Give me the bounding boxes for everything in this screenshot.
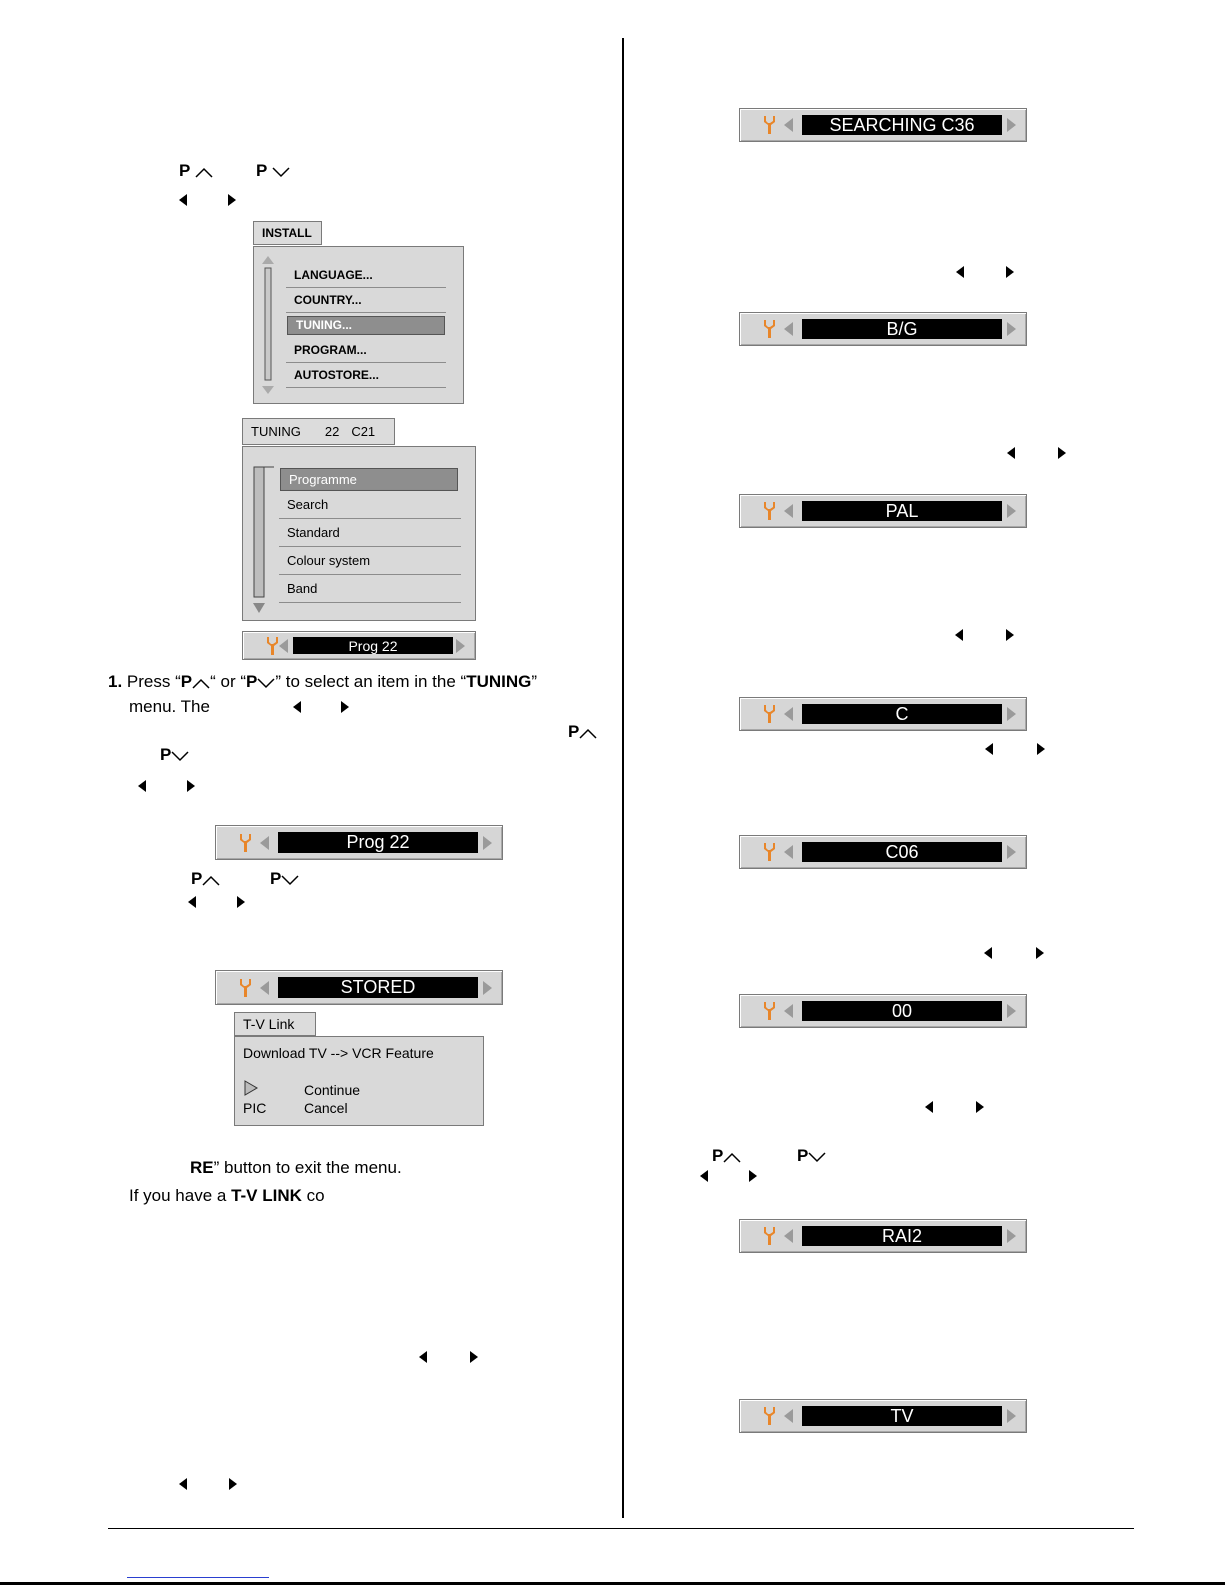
osd-band-value: C [895, 703, 909, 724]
p-up-key [191, 869, 220, 889]
osd-right-arrow-icon[interactable] [1007, 322, 1016, 336]
tvlink-pic-key: PIC [243, 1100, 267, 1116]
install-item-language-label: LANGUAGE... [294, 268, 373, 282]
step-1-tuning-word: TUNING [466, 672, 532, 691]
p-down-key-label: P [270, 869, 282, 888]
osd-right-arrow-icon[interactable] [1007, 1004, 1016, 1018]
osd-right-arrow-icon[interactable] [1007, 845, 1016, 859]
chevron-up-icon [202, 874, 220, 886]
p-down-key-label: P [797, 1146, 809, 1165]
chevron-down-icon [171, 750, 189, 762]
osd-fine-value: 00 [891, 1000, 913, 1021]
tuning-menu-channel: C21 [351, 424, 376, 439]
p-down-key [246, 672, 275, 691]
osd-band [739, 697, 1027, 731]
tvlink-title: T-V Link [243, 1016, 295, 1032]
left-arrow-icon [925, 1101, 933, 1113]
osd-right-arrow-icon[interactable] [1007, 1409, 1016, 1423]
wrench-icon [238, 833, 252, 853]
tuning-item-search-label: Search [287, 497, 329, 512]
tuning-item-standard-label: Standard [287, 525, 340, 540]
install-item-autostore[interactable] [286, 363, 446, 388]
left-arrow-icon [179, 1478, 187, 1490]
tvlink-continue-label: Continue [304, 1082, 361, 1098]
tvlink-instruction-post: co [301, 1186, 325, 1205]
step-1-line-2 [129, 697, 210, 717]
left-arrow-icon [700, 1170, 708, 1182]
wrench-icon [762, 842, 776, 862]
osd-left-arrow-icon[interactable] [784, 1229, 793, 1243]
right-arrow-icon [237, 896, 245, 908]
play-arrow-icon [244, 1080, 258, 1096]
scrollbar-icon [250, 465, 276, 615]
chevron-up-icon [195, 166, 213, 178]
p-up-key [181, 672, 210, 691]
osd-left-arrow-icon[interactable] [784, 504, 793, 518]
p-up-key-label: P [191, 869, 203, 888]
wrench-icon [265, 636, 279, 656]
p-down-key [270, 869, 299, 889]
left-arrow-icon [984, 947, 992, 959]
p-down-key-label: P [246, 672, 258, 691]
step-1-press: Press “ [126, 672, 181, 691]
p-up-key-label: P [712, 1146, 724, 1165]
right-arrow-icon [187, 780, 195, 792]
osd-standard [739, 312, 1027, 346]
p-up-key [568, 722, 597, 742]
p-down-key-label: P [256, 161, 268, 180]
column-divider [622, 38, 624, 1518]
footer-rule [108, 1528, 1134, 1529]
osd-name-value: RAI2 [881, 1225, 923, 1246]
tuning-item-standard[interactable] [279, 519, 461, 547]
osd-right-arrow-icon[interactable] [1007, 504, 1016, 518]
install-item-program-label: PROGRAM... [294, 343, 367, 357]
p-up-key [179, 161, 213, 181]
tuning-item-programme-label: Programme [289, 472, 357, 487]
chevron-down-icon [272, 166, 290, 178]
step-1-select: ” to select an item in the “ [275, 672, 467, 691]
p-up-key-label: P [179, 161, 191, 180]
tvlink-tab [234, 1012, 316, 1036]
osd-right-arrow-icon[interactable] [1007, 118, 1016, 132]
tuning-item-colour-system-label: Colour system [287, 553, 371, 568]
osd-stored [215, 970, 503, 1005]
wrench-icon [762, 1406, 776, 1426]
osd-right-arrow-icon[interactable] [1007, 707, 1016, 721]
wrench-icon [762, 704, 776, 724]
osd-prog [215, 825, 503, 860]
p-down-key [797, 1146, 826, 1166]
tuning-item-band-label: Band [287, 581, 318, 596]
tuning-menu-title: TUNING [251, 424, 301, 439]
install-item-tuning-label: TUNING... [296, 318, 352, 332]
osd-channel [739, 835, 1027, 869]
wrench-icon [762, 319, 776, 339]
chevron-down-icon [257, 677, 275, 689]
osd-fine-tune [739, 994, 1027, 1028]
right-arrow-icon [1006, 629, 1014, 641]
install-item-country-label: COUNTRY... [294, 293, 362, 307]
osd-left-arrow-icon[interactable] [784, 1409, 793, 1423]
wrench-icon [762, 1001, 776, 1021]
right-arrow-icon [1058, 447, 1066, 459]
scrollbar-icon [260, 255, 276, 395]
right-arrow-icon [1006, 266, 1014, 278]
tuning-menu [242, 446, 476, 621]
osd-av [739, 1399, 1027, 1433]
right-arrow-icon [229, 1478, 237, 1490]
osd-right-arrow-icon[interactable] [483, 836, 492, 850]
osd-standard-value: B/G [886, 318, 918, 339]
p-down-key [160, 745, 189, 765]
osd-prog-small [242, 631, 476, 660]
right-arrow-icon [470, 1351, 478, 1363]
left-arrow-icon [955, 629, 963, 641]
exit-instruction-rest: ” button to exit the menu. [213, 1158, 402, 1177]
left-arrow-icon [985, 743, 993, 755]
tuning-item-band[interactable] [279, 575, 461, 603]
osd-av-value: TV [890, 1405, 914, 1426]
osd-left-arrow-icon[interactable] [784, 707, 793, 721]
step-1-or: “ or “ [210, 672, 246, 691]
p-down-key-label: P [160, 745, 172, 764]
p-down-key [256, 161, 290, 181]
osd-stored-value: STORED [340, 977, 416, 997]
chevron-up-icon [192, 677, 210, 689]
right-arrow-icon [1037, 743, 1045, 755]
wrench-icon [762, 115, 776, 135]
osd-searching [739, 108, 1027, 142]
step-1-close-quote: ” [531, 672, 538, 691]
install-item-country[interactable] [286, 288, 446, 313]
tvlink-cancel-label: Cancel [304, 1100, 348, 1116]
install-item-program[interactable] [286, 338, 446, 363]
install-menu [253, 246, 464, 404]
tvlink-instruction-pre: If you have a [129, 1186, 232, 1205]
osd-prog-small-value: Prog 22 [348, 637, 398, 654]
left-arrow-icon [956, 266, 964, 278]
left-arrow-icon [419, 1351, 427, 1363]
tuning-menu-tab [242, 418, 395, 445]
osd-name [739, 1219, 1027, 1253]
chevron-down-icon [808, 1151, 826, 1163]
chevron-down-icon [281, 874, 299, 886]
p-up-key-label: P [568, 722, 580, 741]
osd-left-arrow-icon[interactable] [784, 845, 793, 859]
footer-link-underline [127, 1577, 269, 1578]
chevron-up-icon [723, 1151, 741, 1163]
tvlink-instruction [129, 1186, 325, 1206]
osd-searching-value: SEARCHING C36 [829, 114, 975, 135]
tvlink-message: Download TV --> VCR Feature [243, 1045, 434, 1061]
osd-channel-value: C06 [885, 841, 919, 862]
tuning-menu-prog: 22 [324, 424, 340, 439]
tuning-item-colour-system[interactable] [279, 547, 461, 575]
wrench-icon [762, 501, 776, 521]
tvlink-cancel-option[interactable] [304, 1100, 348, 1116]
left-arrow-icon [188, 896, 196, 908]
right-arrow-icon [1036, 947, 1044, 959]
right-arrow-icon [976, 1101, 984, 1113]
exit-instruction [190, 1158, 402, 1178]
osd-left-arrow-icon[interactable] [784, 1004, 793, 1018]
wrench-icon [238, 978, 252, 998]
tuning-item-programme[interactable] [281, 469, 457, 490]
osd-colour-system [739, 494, 1027, 528]
p-up-key-label: P [180, 672, 193, 691]
exit-button-name: RE [190, 1158, 214, 1177]
right-arrow-icon [228, 194, 236, 206]
tvlink-continue-option[interactable] [304, 1082, 360, 1098]
osd-left-arrow-icon[interactable] [784, 118, 793, 132]
osd-left-arrow-icon[interactable] [279, 639, 288, 653]
osd-right-arrow-icon[interactable] [1007, 1229, 1016, 1243]
left-arrow-icon [138, 780, 146, 792]
chevron-up-icon [579, 727, 597, 739]
install-item-tuning[interactable] [288, 317, 444, 334]
step-1-number: 1. [108, 672, 123, 691]
osd-prog-value: Prog 22 [346, 832, 410, 852]
tvlink-dialog [234, 1036, 484, 1126]
right-arrow-icon [749, 1170, 757, 1182]
left-arrow-icon [1007, 447, 1015, 459]
install-menu-title: INSTALL [262, 226, 312, 240]
osd-right-arrow-icon[interactable] [483, 981, 492, 995]
osd-left-arrow-icon[interactable] [260, 836, 269, 850]
install-menu-tab [253, 221, 322, 245]
install-item-autostore-label: AUTOSTORE... [294, 368, 379, 382]
wrench-icon [762, 1226, 776, 1246]
right-arrow-icon [341, 701, 349, 713]
install-item-language[interactable] [286, 263, 446, 288]
left-arrow-icon [293, 701, 301, 713]
step-1-line-1 [108, 672, 537, 692]
osd-right-arrow-icon[interactable] [456, 639, 465, 653]
osd-left-arrow-icon[interactable] [260, 981, 269, 995]
tvlink-instruction-bold: T-V LINK [231, 1186, 302, 1205]
p-up-key [712, 1146, 741, 1166]
left-arrow-icon [179, 194, 187, 206]
osd-colour-value: PAL [885, 500, 919, 521]
step-1-menu-the: menu. The [129, 697, 210, 716]
tuning-item-search[interactable] [279, 491, 461, 519]
osd-left-arrow-icon[interactable] [784, 322, 793, 336]
